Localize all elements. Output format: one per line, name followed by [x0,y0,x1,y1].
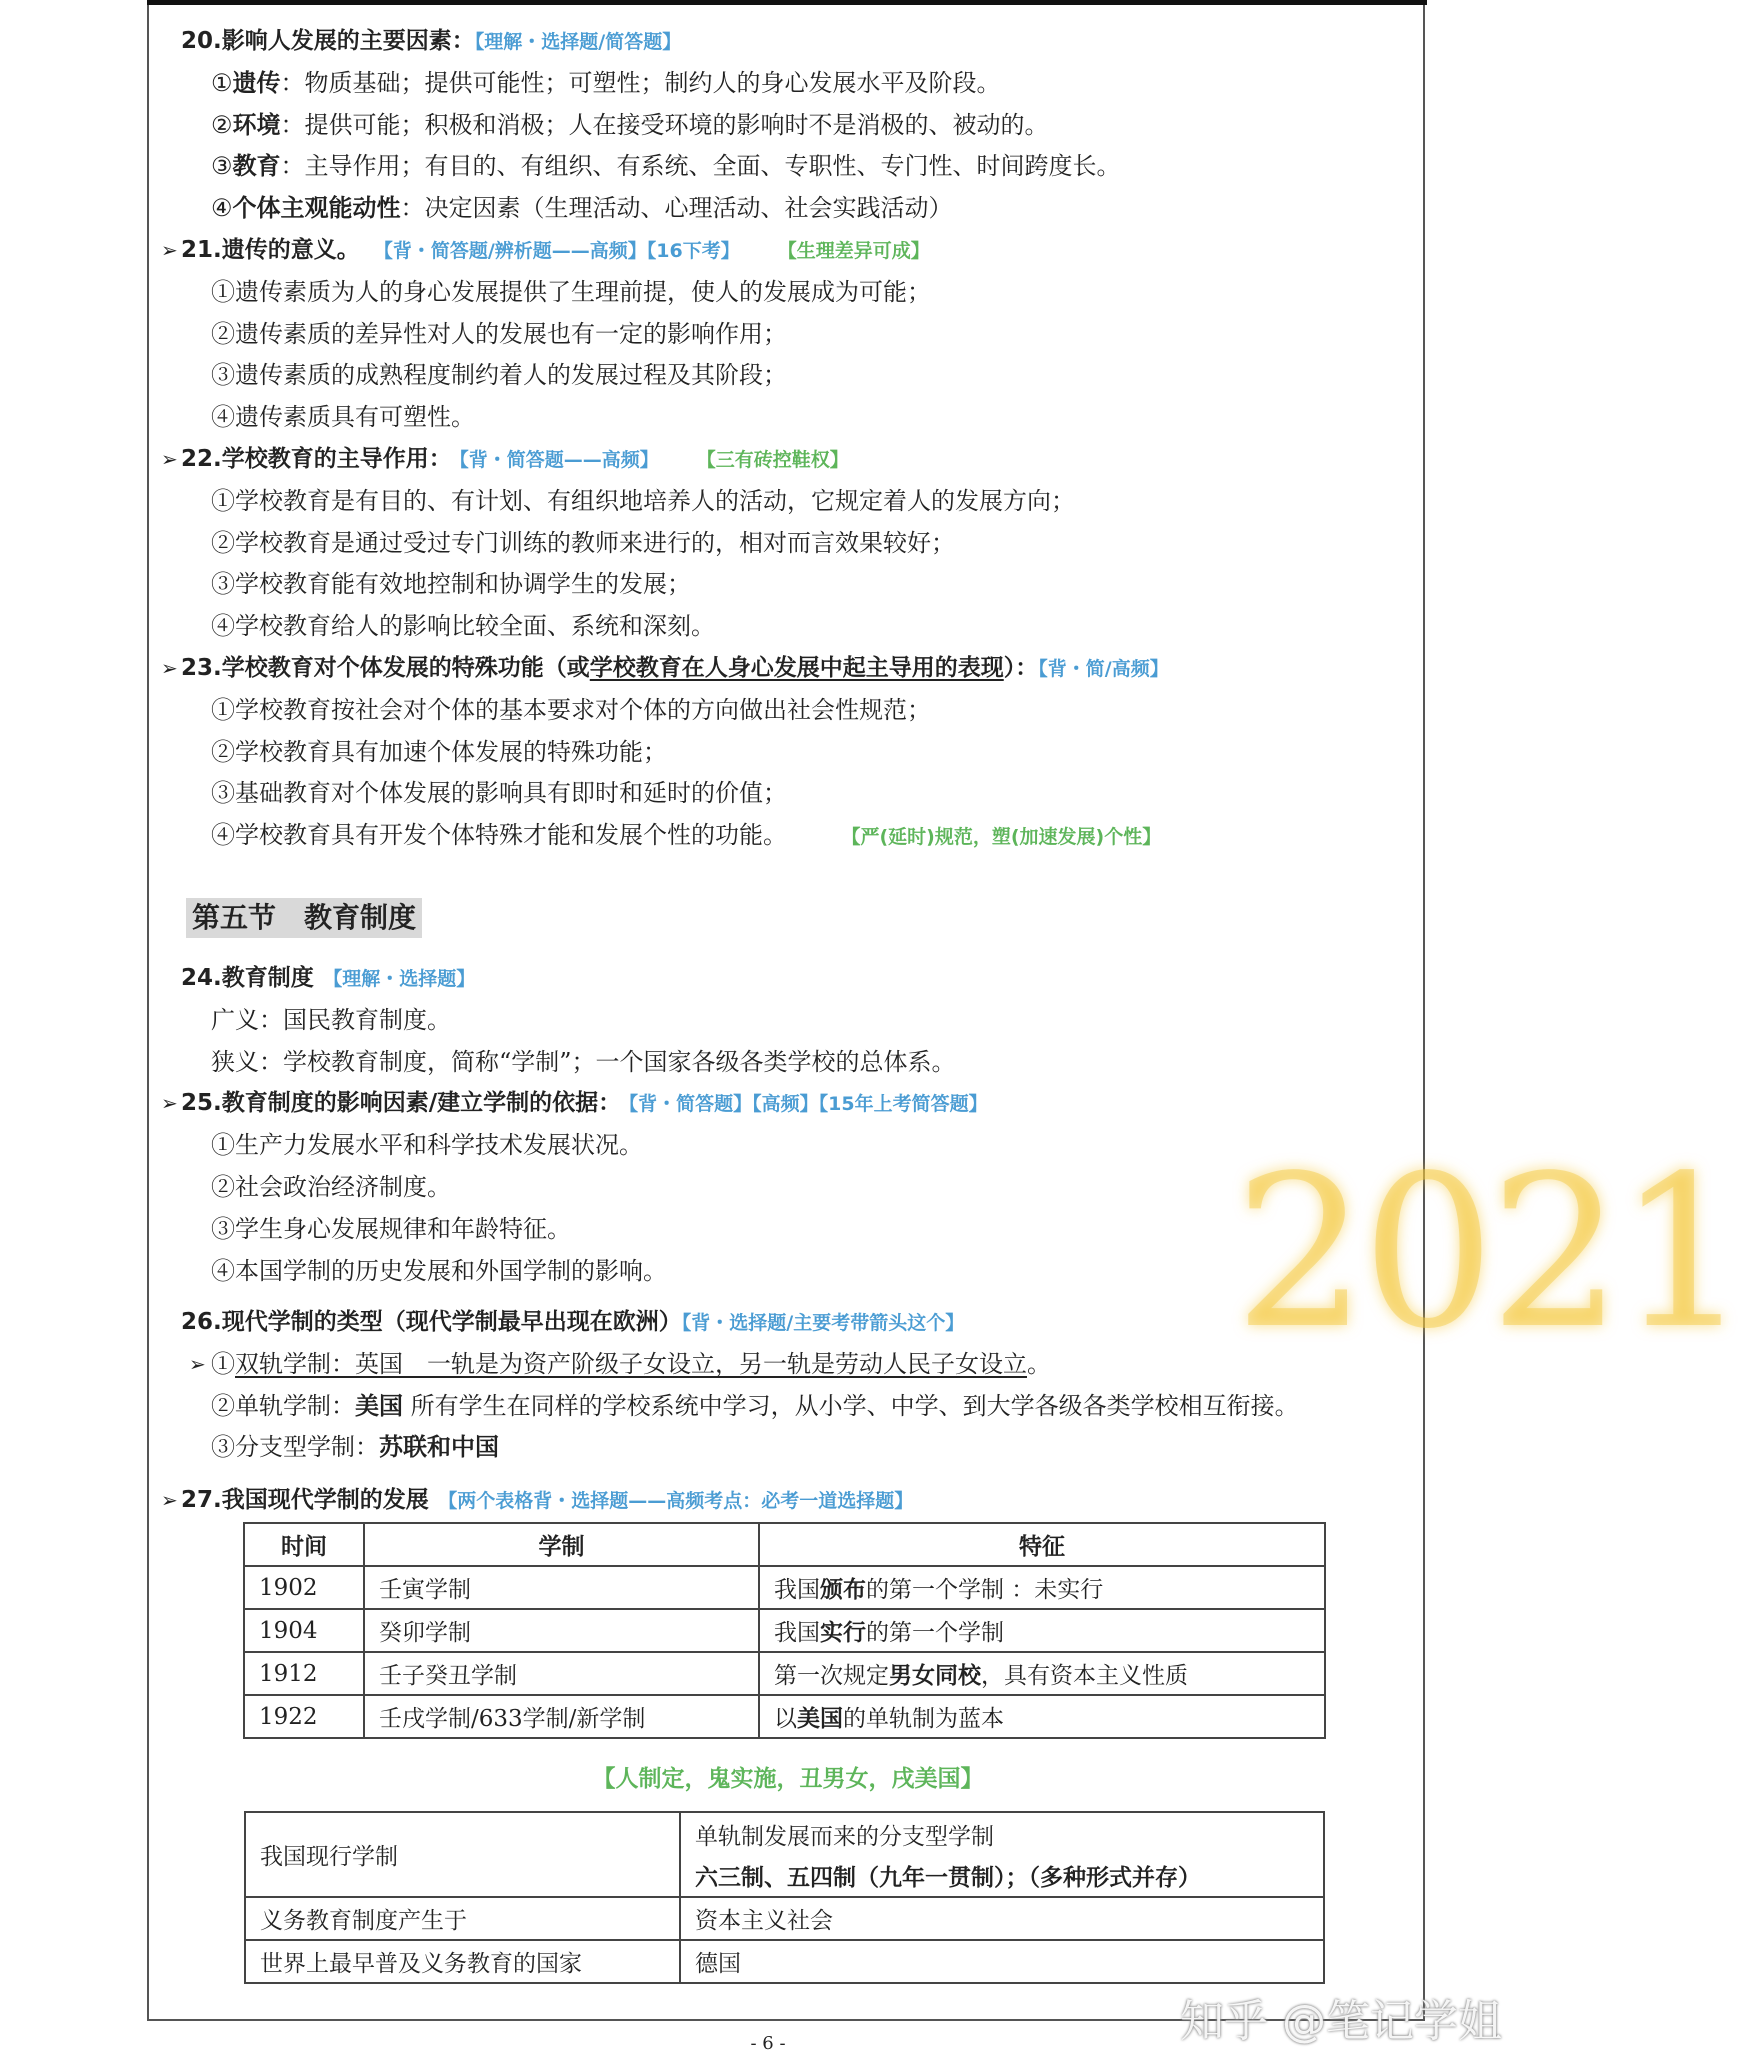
text-segment: ①学校教育是有目的、有计划、有组织地培养人的活动，它规定着人的发展方向； [211,486,1075,515]
table-header-row [244,1523,1325,1566]
text-segment: ① [211,1349,235,1378]
text-segment: 20.影响人发展的主要因素： [181,28,475,54]
page-number: - 6 - [750,2033,786,2054]
current-system-table [244,1811,1325,1984]
document-page [147,5,1744,2021]
text-segment: 26.现代学制的类型（现代学制最早出现在欧洲） [181,1309,682,1335]
arrow-bullet-icon: ➢ [189,1351,206,1376]
text-segment: 的第一个学制 [866,1620,1004,1646]
cell-label: 世界上最早普及义务教育的国家 [245,1940,680,1983]
point-heading [149,1480,1427,1522]
mnemonic-tag: 【严(延时)规范，塑(加速发展)个性】 [775,826,1162,849]
cell-feature [759,1609,1325,1652]
text-segment: ）： [1003,654,1039,681]
section-title: 第五节 教育制度 [186,898,422,938]
emphasis-text: 苏联和中国 [379,1433,499,1462]
cell-feature [759,1566,1325,1609]
text-segment: ③ [211,152,233,181]
list-item [149,773,1427,815]
text-segment: ②学校教育具有加速个体发展的特殊功能； [211,737,667,766]
text-segment: 25.教育制度的影响因素/建立学制的依据： [181,1090,610,1117]
list-item [149,815,1427,857]
cell-year: 1904 [244,1609,364,1652]
text-segment: 的单轨制为蓝本 [843,1706,1004,1732]
category-tag: 【背・简答题/辨析题——高频】【16下考】 [348,239,731,262]
cell-year: 1902 [244,1566,364,1609]
list-item [149,397,1427,439]
emphasis-text: 美国 [797,1706,843,1732]
emphasis-text: 颁布 [820,1577,866,1603]
arrow-bullet-icon: ➢ [161,446,178,471]
text-segment: ④学校教育给人的影响比较全面、系统和深刻。 [211,612,715,641]
block-points-20-23 [149,21,1427,857]
text-segment: 的第一个学制 ：未实行 [866,1577,1104,1603]
point-heading [149,958,1427,1000]
cell-system: 癸卯学制 [364,1609,759,1652]
text-segment: ④学校教育具有开发个体特殊才能和发展个性的功能。 [211,821,775,850]
text-segment: ，具有资本主义性质 [981,1663,1188,1689]
list-item [149,105,1427,147]
table-row [244,1695,1325,1738]
text-segment: 狭义：学校教育制度，简称“学制”；一个国家各级各类学校的总体系。 [211,1047,956,1076]
text-segment: ②社会政治经济制度。 [211,1172,451,1201]
text-segment: ②学校教育是通过受过专门训练的教师来进行的，相对而言效果较好； [211,528,955,557]
text-segment: 第一次规定 [774,1663,889,1689]
list-item [149,314,1427,356]
list-item [149,523,1427,565]
text-segment: ：提供可能；积极和消极；人在接受环境的影响时不是消极的、被动的。 [280,110,1049,139]
list-item [149,1000,1427,1042]
text-segment: ③学校教育能有效地控制和协调学生的发展； [211,570,691,599]
block-point-27 [149,1480,1427,1522]
cell-value [680,1940,1324,1983]
category-tag: 【两个表格背・选择题——高频考点：必考一道选择题】 [428,1490,914,1512]
arrow-bullet-icon: ➢ [161,655,178,680]
point-heading [149,21,1427,63]
text-segment: ③基础教育对个体发展的影响具有即时和延时的价值； [211,779,787,808]
list-item [149,564,1427,606]
underlined-text: 学校教育在人身心发展中起主导用的表现 [589,654,1004,681]
point-heading [149,439,1427,481]
list-item [149,1042,1427,1084]
value-text: 德国 [695,1951,741,1977]
emphasis-text: 男女同校 [889,1663,981,1689]
category-tag: 【理解・选择题/简答题】 [474,31,682,53]
cell-year: 1922 [244,1695,364,1738]
list-item [149,690,1427,732]
emphasis-text: 教育 [232,152,281,181]
emphasis-text: 实行 [820,1620,866,1646]
text-segment: 23.学校教育对个体发展的特殊功能（或 [181,654,590,681]
list-item [149,606,1427,648]
category-tag: 【背・选择题/主要考带箭头这个】 [681,1312,965,1334]
value-bold-text: 六三制、五四制（九年一贯制）；（多种形式并存） [695,1864,1201,1891]
point-heading [149,230,1427,272]
text-segment: ④ [211,194,233,223]
category-tag: 【理解・选择题】 [313,968,476,990]
text-segment: 所有学生在同样的学校系统中学习，从小学、中学、到大学各级各类学校相互衔接。 [403,1391,1299,1420]
text-segment: ①生产力发展水平和科学技术发展状况。 [211,1131,643,1160]
arrow-bullet-icon: ➢ [161,1091,178,1116]
cell-system: 壬子癸丑学制 [364,1652,759,1695]
mnemonic-tag: 【生理差异可成】 [730,239,930,262]
cell-system: 壬寅学制 [364,1566,759,1609]
text-segment: ③学生身心发展规律和年龄特征。 [211,1214,571,1243]
text-segment: ②遗传素质的差异性对人的发展也有一定的影响作用； [211,319,787,348]
text-segment: 24.教育制度 [181,965,314,991]
text-segment: 广义：国民教育制度。 [211,1005,451,1034]
category-tag: 【背・简答题——高频】 [440,448,650,471]
table-row [244,1566,1325,1609]
emphasis-text: 遗传 [232,68,281,97]
list-item [149,355,1427,397]
emphasis-text: 环境 [232,110,281,139]
emphasis-text: 个体主观能动性 [232,194,401,223]
list-item [149,63,1427,105]
text-segment: ：主导作用；有目的、有组织、有系统、全面、专职性、专门性、时间跨度长。 [280,152,1121,181]
arrow-bullet-icon: ➢ [161,1488,178,1512]
underlined-text: 双轨学制：英国 一轨是为资产阶级子女设立，另一轨是劳动人民子女设立 [235,1349,1027,1378]
point-heading [149,648,1427,690]
emphasis-text: 美国 [355,1391,403,1420]
list-item [149,272,1427,314]
table-row [245,1897,1324,1940]
text-segment: ①学校教育按社会对个体的基本要求对个体的方向做出社会性规范； [211,695,931,724]
mnemonic-tag: 【人制定，鬼实施，丑男女，戌美国】 [592,1766,984,1792]
col-header-feature: 特征 [759,1523,1325,1566]
list-item [149,188,1427,230]
text-segment: ：决定因素（生理活动、心理活动、社会实践活动） [400,194,953,223]
col-header-time: 时间 [244,1523,364,1566]
table-row [245,1940,1324,1983]
year-watermark: 2021 [1234,1130,1744,1375]
list-item [149,1427,1427,1469]
text-segment: 以 [774,1706,797,1732]
arrow-bullet-icon: ➢ [161,237,178,262]
zhihu-watermark: 知乎 @笔记学姐 [1180,1996,1502,2047]
text-segment: ③分支型学制： [211,1433,379,1462]
list-item [149,481,1427,523]
cell-value [680,1812,1324,1897]
category-tag: 【背・简答题】【高频】【15年上考简答题】 [609,1093,988,1116]
list-item [149,146,1427,188]
cell-label: 我国现行学制 [245,1812,680,1897]
cell-year: 1912 [244,1652,364,1695]
text-segment: ①遗传素质为人的身心发展提供了生理前提，使人的发展成为可能； [211,277,931,306]
cell-feature [759,1695,1325,1738]
col-header-system: 学制 [364,1523,759,1566]
text-segment: ④本国学制的历史发展和外国学制的影响。 [211,1256,667,1285]
value-text: 资本主义社会 [695,1908,833,1934]
value-text: 单轨制发展而来的分支型学制 [695,1823,994,1850]
text-segment: ① [211,68,233,97]
list-item [149,732,1427,774]
text-segment: ：物质基础；提供可能性；可塑性；制约人的身心发展水平及阶段。 [280,68,1001,97]
cell-feature [759,1652,1325,1695]
table-row [244,1652,1325,1695]
table-row [245,1812,1324,1897]
text-segment: ③遗传素质的成熟程度制约着人的发展过程及其阶段； [211,361,787,390]
text-segment: ④遗传素质具有可塑性。 [211,403,475,432]
cell-system: 壬戌学制/633学制/新学制 [364,1695,759,1738]
text-segment: 我国 [774,1620,820,1646]
school-system-history-table [243,1522,1326,1739]
category-tag: 【背・简/高频】 [1038,657,1169,680]
text-segment: ②单轨学制： [211,1391,355,1420]
cell-label: 义务教育制度产生于 [245,1897,680,1940]
table-row [244,1609,1325,1652]
text-segment: 22.学校教育的主导作用： [181,445,441,472]
point-heading [149,1083,1427,1125]
list-item [149,1386,1427,1428]
text-segment: 21.遗传的意义。 [181,236,349,263]
cell-value [680,1897,1324,1940]
text-segment: 27.我国现代学制的发展 [181,1487,429,1513]
text-segment: 。 [1027,1349,1051,1378]
text-segment: ② [211,110,233,139]
mnemonic-tag: 【三有砖控鞋权】 [649,448,849,471]
text-segment: 我国 [774,1577,820,1603]
